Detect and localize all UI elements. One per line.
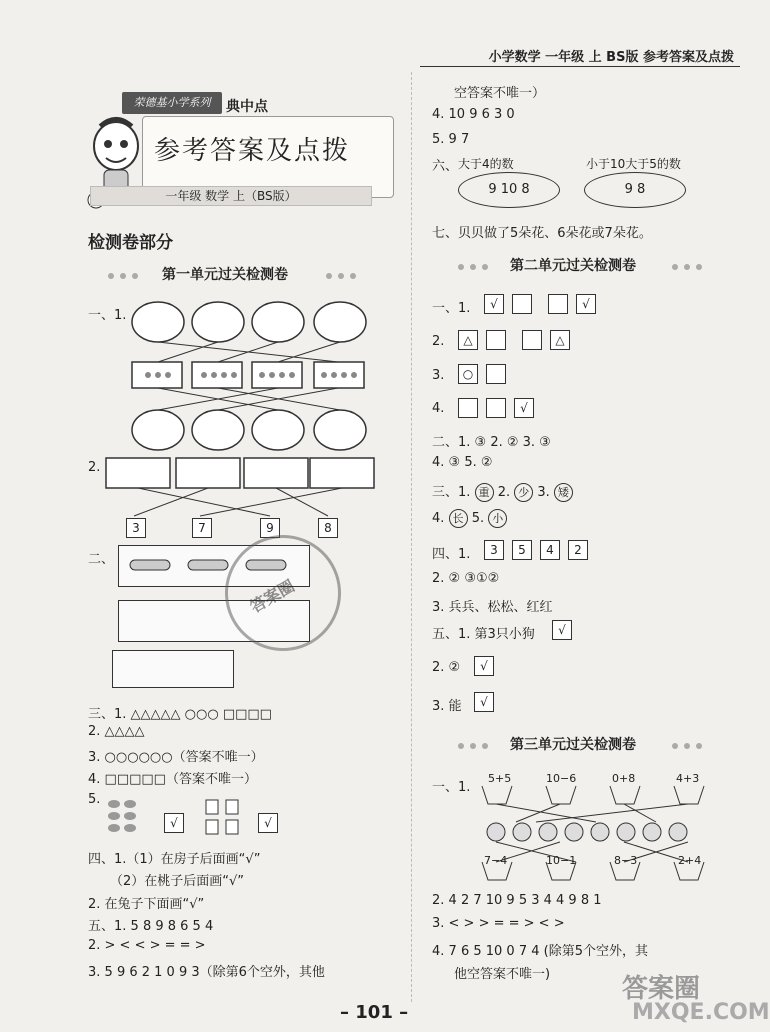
answer-box: √	[576, 294, 596, 314]
san-4-row	[432, 509, 507, 528]
san-4-label: 4.	[432, 511, 445, 526]
set-ellipse-right: 9 8	[584, 172, 686, 208]
title-dots	[672, 264, 702, 270]
answer-box	[486, 330, 506, 350]
san-2: 2. △△△△	[88, 724, 145, 739]
hoop-label: 0+8	[612, 772, 636, 785]
u2-4-label: 4.	[432, 401, 445, 416]
answer-box: △	[550, 330, 570, 350]
hoop-label: 8−3	[614, 854, 638, 867]
hoop-matching-figure	[476, 786, 716, 886]
san-1-m: 2.	[497, 485, 511, 500]
answer-box	[512, 294, 532, 314]
check-box: √	[164, 813, 184, 833]
san-3: 3. ○○○○○○（答案不唯一）	[88, 750, 264, 765]
answer-box	[522, 330, 542, 350]
check-box: √	[258, 813, 278, 833]
si-2: 2. ② ③①②	[432, 571, 500, 586]
watermark-logo: 答案圈	[622, 974, 701, 1004]
header-rule	[420, 66, 740, 67]
watermark-stamp-text: 答案圈	[246, 576, 298, 617]
cont-1: 空答案不唯一）	[454, 86, 546, 101]
title-dots	[672, 743, 702, 749]
circled-answer: 少	[514, 483, 533, 502]
answer-box	[486, 364, 506, 384]
answer-box: √	[484, 294, 504, 314]
u3-4b: 他空答案不唯一)	[454, 967, 551, 982]
number-box: 9	[260, 518, 280, 538]
wu-1: 五、1. 5 8 9 8 6 5 4	[88, 919, 214, 934]
wu-2-label: 2. ②	[432, 660, 461, 675]
brand-mark: 典中点	[226, 99, 268, 115]
hoop-label: 7−4	[484, 854, 508, 867]
title-dots	[108, 273, 138, 279]
answer-box	[458, 398, 478, 418]
qi: 七、贝贝做了5朵花、6朵花或7朵花。	[432, 226, 652, 241]
hoop-label: 5+5	[488, 772, 512, 785]
column-divider	[411, 72, 412, 1002]
liu-left-label: 大于4的数	[458, 157, 514, 171]
unit3-title: 第三单元过关检测卷	[510, 737, 636, 753]
answer-box	[486, 398, 506, 418]
watermark-url: MXQE.COM	[632, 1000, 770, 1025]
page-number: – 101 –	[340, 1002, 409, 1023]
q1-label: 一、1.	[88, 308, 127, 323]
matching-figure-1	[128, 298, 378, 458]
caterpillar-row	[112, 650, 234, 688]
hoop-label: 10−1	[546, 854, 577, 867]
check-box: √	[474, 656, 494, 676]
hoop-label: 4+3	[676, 772, 700, 785]
san-4: 4. □□□□□（答案不唯一）	[88, 772, 257, 787]
circled-answer: 小	[488, 509, 507, 528]
san-4-m: 5.	[471, 511, 485, 526]
u3-4: 4. 7 6 5 10 0 7 4 (除第5个空外，其	[432, 944, 648, 959]
order-box: 2	[568, 540, 588, 560]
title-dots	[458, 743, 488, 749]
series-logo: 荣德基小学系列	[122, 92, 222, 114]
u3-1-label: 一、1.	[432, 780, 471, 795]
hoop-label: 10−6	[546, 772, 577, 785]
circled-answer: 矮	[554, 483, 573, 502]
r-q5: 5. 9 7	[432, 132, 470, 147]
circled-answer: 重	[475, 483, 494, 502]
liu-label: 六、	[432, 159, 459, 174]
answer-box	[548, 294, 568, 314]
san-1: 三、1. △△△△△ ○○○ □□□□	[88, 707, 272, 722]
wu-3-label: 3. 能	[432, 699, 462, 714]
wu-2: 2. > < < > = = >	[88, 938, 206, 953]
wu-1-label: 五、1. 第3只小狗	[432, 627, 535, 642]
section-title: 检测卷部分	[88, 233, 173, 253]
banner-subtitle: 一年级 数学 上（BS版）	[90, 186, 372, 206]
u2-3-label: 3.	[432, 368, 445, 383]
hoop-label: 2+4	[678, 854, 702, 867]
glass-icons	[200, 794, 256, 840]
q2-label: 2.	[88, 460, 101, 475]
u2-2-label: 2.	[432, 334, 445, 349]
r-q4: 4. 10 9 6 3 0	[432, 107, 515, 122]
number-box: 8	[318, 518, 338, 538]
check-box: √	[552, 620, 572, 640]
san-1-row	[432, 481, 573, 502]
answer-box: △	[458, 330, 478, 350]
si-3: 3. 兵兵、松松、红红	[432, 600, 553, 615]
si-2: 2. 在兔子下面画“√”	[88, 897, 205, 912]
circled-answer: 长	[449, 509, 468, 528]
wu-3: 3. 5 9 6 2 1 0 9 3（除第6个空外，其他	[88, 965, 325, 980]
running-header: 小学数学 一年级 上 BS版 参考答案及点拨	[488, 50, 734, 65]
banner-title: 参考答案及点拨	[154, 136, 351, 166]
si-label: 四、1.	[432, 547, 471, 562]
q-er-label: 二、	[88, 552, 115, 567]
unit2-title: 第二单元过关检测卷	[510, 258, 636, 274]
check-box: √	[474, 692, 494, 712]
order-box: 5	[512, 540, 532, 560]
san-5-label: 5.	[88, 792, 101, 807]
number-box: 3	[126, 518, 146, 538]
si-1b: （2）在桃子后面画“√”	[110, 874, 245, 889]
u2-1-label: 一、1.	[432, 301, 471, 316]
san-1-m2: 3.	[537, 485, 550, 500]
er-1: 二、1. ③ 2. ② 3. ③	[432, 435, 551, 450]
title-dots	[458, 264, 488, 270]
number-box: 7	[192, 518, 212, 538]
san-1-label: 三、1.	[432, 485, 471, 500]
title-dots	[326, 273, 356, 279]
scissors-icons	[104, 796, 160, 836]
answer-box: ○	[458, 364, 478, 384]
order-box: 3	[484, 540, 504, 560]
unit1-title: 第一单元过关检测卷	[162, 267, 288, 283]
answer-box: √	[514, 398, 534, 418]
er-4: 4. ③ 5. ②	[432, 455, 493, 470]
order-box: 4	[540, 540, 560, 560]
set-ellipse-left: 9 10 8	[458, 172, 560, 208]
u3-3: 3. < > > = = > < >	[432, 916, 565, 931]
si-1: 四、1.（1）在房子后面画“√”	[88, 852, 261, 867]
u3-2: 2. 4 2 7 10 9 5 3 4 4 9 8 1	[432, 893, 602, 908]
liu-right-label: 小于10大于5的数	[586, 157, 681, 171]
